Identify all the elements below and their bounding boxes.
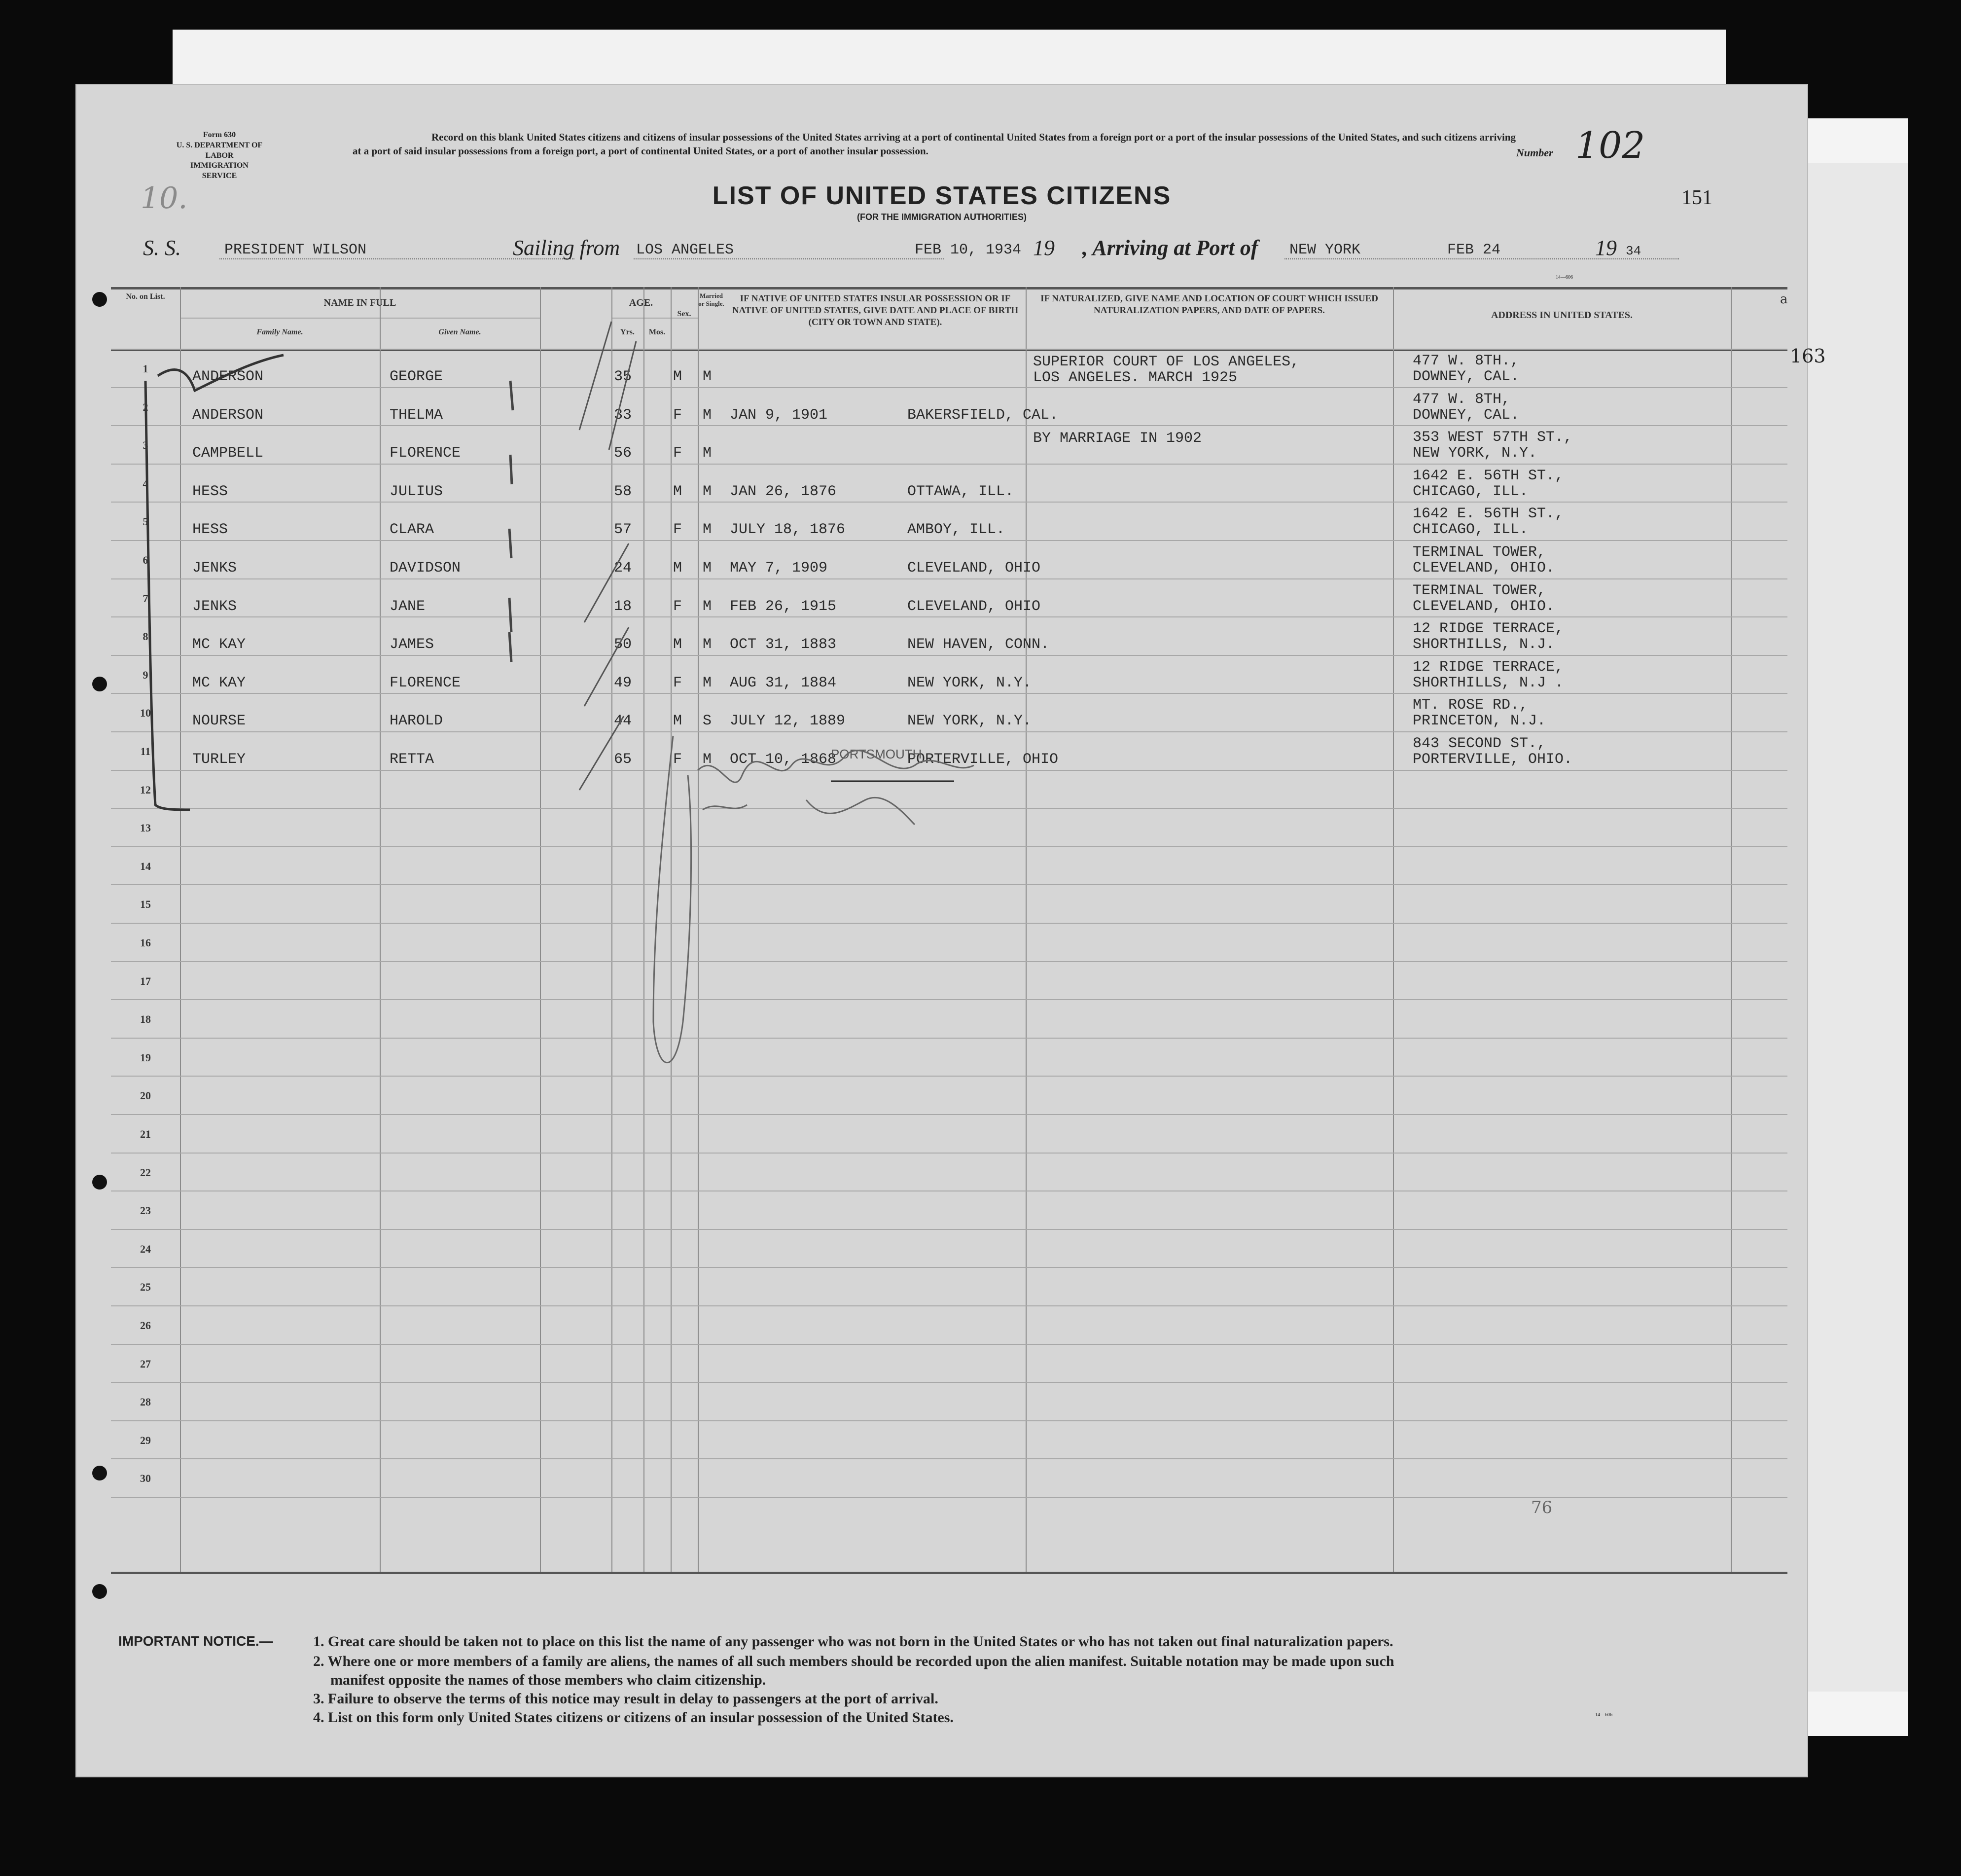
notice-item-4: 4. List on this form only United States citizens or citizens of an insular possession of the United States. bbox=[313, 1709, 954, 1726]
cell-ms: M bbox=[703, 751, 712, 768]
cell-birth-place: CLEVELAND, OHIO bbox=[907, 598, 1041, 615]
col-header-mos: Mos. bbox=[648, 328, 666, 336]
print-code-bottom: 14—606 bbox=[1595, 1712, 1612, 1718]
cell-ms: M bbox=[703, 368, 712, 385]
cell-birth-date: JULY 18, 1876 bbox=[730, 521, 846, 539]
col-header-name-in-full: NAME IN FULL bbox=[323, 297, 396, 308]
empty-row-number: 16 bbox=[140, 937, 151, 949]
cell-age: 49 bbox=[614, 674, 632, 691]
arrival-date: FEB 24 bbox=[1447, 242, 1501, 258]
cell-age: 33 bbox=[614, 406, 632, 424]
cell-sex: F bbox=[673, 751, 682, 768]
row-number: 3 bbox=[143, 439, 148, 452]
cell-birth-date: MAY 7, 1909 bbox=[730, 560, 828, 577]
cell-ms: M bbox=[703, 598, 712, 615]
empty-row-number: 20 bbox=[140, 1089, 151, 1102]
row-number: 10 bbox=[140, 707, 151, 720]
empty-row-number: 29 bbox=[140, 1434, 151, 1446]
cell-given: HAROLD bbox=[390, 713, 443, 730]
cell-nat1: BY MARRIAGE IN 1902 bbox=[1033, 430, 1202, 447]
cell-given: GEORGE bbox=[390, 368, 443, 385]
empty-row-number: 28 bbox=[140, 1396, 151, 1408]
empty-row-number: 17 bbox=[140, 974, 151, 987]
cell-given: DAVIDSON bbox=[390, 560, 461, 577]
cell-birth-place: BAKERSFIELD, CAL. bbox=[907, 406, 1059, 424]
empty-row-number: 25 bbox=[140, 1281, 151, 1294]
row-number: 9 bbox=[143, 668, 148, 681]
col-header-yrs: Yrs. bbox=[620, 328, 635, 336]
cell-addr1: TERMINAL TOWER, bbox=[1413, 544, 1546, 561]
cell-nat1: SUPERIOR COURT OF LOS ANGELES, bbox=[1033, 354, 1300, 370]
empty-row-number: 21 bbox=[140, 1128, 151, 1140]
cell-age: 18 bbox=[614, 598, 632, 615]
margin-note-right-num: 163 bbox=[1790, 345, 1826, 367]
col-header-naturalized: IF NATURALIZED, GIVE NAME AND LOCATION OF COURT WHICH ISSUED NATURALIZATION PAPERS, AND DATE OF PAPERS. bbox=[1040, 293, 1378, 316]
sail-year-prefix: 19 bbox=[1033, 236, 1055, 260]
arrival-port: NEW YORK bbox=[1289, 242, 1361, 258]
ship-name: PRESIDENT WILSON bbox=[224, 242, 367, 258]
cell-sex: M bbox=[673, 368, 682, 385]
cell-given: FLORENCE bbox=[390, 674, 461, 691]
cell-sex: F bbox=[673, 598, 682, 615]
cell-sex: M bbox=[673, 636, 682, 653]
empty-row-number: 27 bbox=[140, 1357, 151, 1370]
cell-family: JENKS bbox=[192, 598, 237, 615]
cell-family: HESS bbox=[192, 483, 228, 500]
cell-age: 35 bbox=[614, 368, 632, 385]
cell-age: 57 bbox=[614, 521, 632, 539]
inspector-signature bbox=[653, 736, 974, 1063]
cell-birth-place: NEW YORK, N.Y. bbox=[907, 674, 1032, 691]
cell-addr1: MT. ROSE RD., bbox=[1413, 697, 1529, 714]
cell-ms: M bbox=[703, 674, 712, 691]
department: U. S. DEPARTMENT OF LABOR bbox=[176, 141, 263, 160]
page-subtitle: (FOR THE IMMIGRATION AUTHORITIES) bbox=[857, 212, 1027, 222]
cell-family: MC KAY bbox=[192, 636, 246, 653]
number-value: 102 bbox=[1575, 124, 1645, 167]
row-number: 6 bbox=[143, 554, 148, 566]
number-label: Number bbox=[1516, 146, 1553, 159]
col-header-address: ADDRESS IN UNITED STATES. bbox=[1491, 310, 1633, 321]
manifest-sheet bbox=[76, 85, 1807, 1776]
cell-family: ANDERSON bbox=[192, 406, 264, 424]
correction-note: PORTSMOUTH bbox=[831, 747, 922, 761]
sail-date: FEB 10, 1934 bbox=[915, 242, 1022, 258]
cell-addr1: 1642 E. 56TH ST., bbox=[1413, 505, 1564, 523]
empty-row-number: 22 bbox=[140, 1166, 151, 1179]
row-number: 8 bbox=[143, 630, 148, 643]
cell-family: HESS bbox=[192, 521, 228, 539]
cell-ms: M bbox=[703, 636, 712, 653]
empty-row-number: 19 bbox=[140, 1051, 151, 1064]
footer-number: 76 bbox=[1531, 1498, 1553, 1517]
cell-addr1: 477 W. 8TH, bbox=[1413, 391, 1511, 408]
cell-addr1: 843 SECOND ST., bbox=[1413, 735, 1546, 752]
cell-sex: M bbox=[673, 483, 682, 500]
cell-birth-date: OCT 31, 1883 bbox=[730, 636, 837, 653]
empty-row-number: 12 bbox=[140, 783, 151, 796]
service: IMMIGRATION SERVICE bbox=[190, 161, 249, 180]
cell-sex: F bbox=[673, 521, 682, 539]
bracket-mark bbox=[145, 355, 284, 810]
cell-ms: M bbox=[703, 445, 712, 462]
empty-row-number: 18 bbox=[140, 1013, 151, 1026]
empty-row-number: 23 bbox=[140, 1204, 151, 1217]
empty-row-number: 15 bbox=[140, 898, 151, 911]
margin-note-left: 10. bbox=[141, 181, 188, 216]
cell-addr2: PORTERVILLE, OHIO. bbox=[1413, 751, 1573, 768]
cell-given: JAMES bbox=[390, 636, 434, 653]
cell-given: THELMA bbox=[390, 406, 443, 424]
col-header-no: No. on List. bbox=[126, 292, 165, 301]
tick-marks bbox=[509, 381, 513, 662]
page-title: LIST OF UNITED STATES CITIZENS bbox=[712, 181, 1172, 210]
notice-item-2: 2. Where one or more members of a family are aliens, the names of all such members should be recorded upon the alien manifest. Suitable notation may be made upon such bbox=[313, 1653, 1394, 1669]
cell-sex: F bbox=[673, 406, 682, 424]
cell-birth-place: OTTAWA, ILL. bbox=[907, 483, 1014, 500]
cell-birth-date: FEB 26, 1915 bbox=[730, 598, 837, 615]
cell-addr2: PRINCETON, N.J. bbox=[1413, 713, 1546, 730]
cell-birth-place: NEW YORK, N.Y. bbox=[907, 713, 1032, 730]
cell-addr1: 353 WEST 57TH ST., bbox=[1413, 429, 1573, 446]
cell-age: 44 bbox=[614, 713, 632, 730]
cell-addr1: 12 RIDGE TERRACE, bbox=[1413, 658, 1564, 676]
row-number: 2 bbox=[143, 400, 148, 413]
row-number: 11 bbox=[140, 745, 151, 758]
ss-label: S. S. bbox=[143, 236, 181, 260]
cell-addr1: 12 RIDGE TERRACE, bbox=[1413, 620, 1564, 638]
cell-given: JULIUS bbox=[390, 483, 443, 500]
cell-age: 56 bbox=[614, 445, 632, 462]
col-header-family: Family Name. bbox=[256, 328, 303, 336]
cell-addr2: CLEVELAND, OHIO. bbox=[1413, 560, 1555, 577]
row-number: 4 bbox=[143, 477, 148, 490]
cell-ms: M bbox=[703, 483, 712, 500]
cell-given: CLARA bbox=[390, 521, 434, 539]
cell-ms: M bbox=[703, 560, 712, 577]
cell-family: MC KAY bbox=[192, 674, 246, 691]
sailing-from-label: Sailing from bbox=[513, 236, 620, 260]
margin-note-right-a: a bbox=[1780, 292, 1788, 307]
check-strokes bbox=[579, 322, 636, 790]
sailing-from: LOS ANGELES bbox=[636, 242, 734, 258]
empty-row-number: 24 bbox=[140, 1242, 151, 1255]
cell-sex: F bbox=[673, 445, 682, 462]
col-header-age: AGE. bbox=[629, 297, 653, 308]
cell-addr2: SHORTHILLS, N.J. bbox=[1413, 636, 1555, 653]
cell-addr2: NEW YORK, N.Y. bbox=[1413, 445, 1537, 462]
cell-given: JANE bbox=[390, 598, 426, 615]
print-code-top: 14—606 bbox=[1556, 275, 1573, 280]
cell-birth-place: NEW HAVEN, CONN. bbox=[907, 636, 1050, 653]
empty-row-number: 14 bbox=[140, 860, 151, 872]
cell-nat2: LOS ANGELES. MARCH 1925 bbox=[1033, 369, 1238, 386]
form-instructions: Record on this blank United States citizens and citizens of insular possessions of the United States arriving at a port of continental United States from a foreign port or a port of the insular possessions of the United States, and such citizens arriving at a port of said insular possessions from a foreign port, a port of continental United States, or a port of another insular possession. bbox=[353, 131, 1516, 157]
cell-sex: M bbox=[673, 713, 682, 730]
notice-item-2-cont: manifest opposite the names of those members who claim citizenship. bbox=[330, 1672, 766, 1688]
cell-given: RETTA bbox=[390, 751, 434, 768]
arrival-year: 34 bbox=[1626, 244, 1641, 258]
cell-ms: M bbox=[703, 521, 712, 539]
cell-addr2: CHICAGO, ILL. bbox=[1413, 483, 1529, 500]
form-number: Form 630 bbox=[203, 131, 236, 139]
cell-birth-date: AUG 31, 1884 bbox=[730, 674, 837, 691]
cell-addr2: CLEVELAND, OHIO. bbox=[1413, 598, 1555, 615]
cell-age: 58 bbox=[614, 483, 632, 500]
empty-row-number: 30 bbox=[140, 1472, 151, 1485]
cell-birth-place: CLEVELAND, OHIO bbox=[907, 560, 1041, 577]
cell-age: 50 bbox=[614, 636, 632, 653]
cell-addr1: TERMINAL TOWER, bbox=[1413, 582, 1546, 599]
cell-birth-date: JAN 9, 1901 bbox=[730, 406, 828, 424]
col-header-given: Given Name. bbox=[438, 328, 481, 336]
cell-addr1: 477 W. 8TH., bbox=[1413, 353, 1520, 369]
cell-ms: S bbox=[703, 713, 712, 730]
col-header-native: IF NATIVE OF UNITED STATES INSULAR POSSESSION OR IF NATIVE OF UNITED STATES, GIVE DATE AND PLACE OF BIRTH (CITY OR TOWN AND STATE). bbox=[732, 293, 1019, 327]
row-number: 5 bbox=[143, 515, 148, 528]
arrival-year-prefix: 19 bbox=[1595, 236, 1617, 260]
notice-item-3: 3. Failure to observe the terms of this notice may result in delay to passengers at the port of arrival. bbox=[313, 1691, 938, 1707]
cell-ms: M bbox=[703, 406, 712, 424]
cell-birth-date: JAN 26, 1876 bbox=[730, 483, 837, 500]
notice-item-1: 1. Great care should be taken not to place on this list the name of any passenger who was not born in the United States or who has not taken out final naturalization papers. bbox=[313, 1633, 1393, 1650]
cell-given: FLORENCE bbox=[390, 445, 461, 462]
cell-birth-place: PORTERVILLE, OHIO bbox=[907, 751, 1059, 768]
page-number: 151 bbox=[1681, 186, 1712, 209]
cell-family: JENKS bbox=[192, 560, 237, 577]
cell-family: TURLEY bbox=[192, 751, 246, 768]
cell-addr2: CHICAGO, ILL. bbox=[1413, 521, 1529, 539]
notice-heading: IMPORTANT NOTICE.— bbox=[118, 1633, 273, 1649]
cell-addr2: SHORTHILLS, N.J . bbox=[1413, 674, 1564, 691]
cell-family: NOURSE bbox=[192, 713, 246, 730]
handwritten-marks bbox=[76, 85, 1807, 1776]
cell-age: 24 bbox=[614, 560, 632, 577]
col-header-married: Married or Single. bbox=[698, 292, 724, 308]
cell-sex: F bbox=[673, 674, 682, 691]
cell-birth-date: JULY 12, 1889 bbox=[730, 713, 846, 730]
row-number: 1 bbox=[143, 362, 148, 375]
cell-addr1: 1642 E. 56TH ST., bbox=[1413, 467, 1564, 484]
col-header-sex: Sex. bbox=[677, 310, 691, 318]
empty-row-number: 26 bbox=[140, 1319, 151, 1332]
cell-sex: M bbox=[673, 560, 682, 577]
cell-family: CAMPBELL bbox=[192, 445, 264, 462]
cell-age: 65 bbox=[614, 751, 632, 768]
cell-birth-place: AMBOY, ILL. bbox=[907, 521, 1005, 539]
arriving-label: , Arriving at Port of bbox=[1082, 236, 1258, 260]
empty-row-number: 13 bbox=[140, 822, 151, 834]
row-number: 7 bbox=[143, 592, 148, 605]
cell-addr2: DOWNEY, CAL. bbox=[1413, 368, 1520, 385]
cell-addr2: DOWNEY, CAL. bbox=[1413, 406, 1520, 424]
cell-birth-date: OCT 10, 1868 bbox=[730, 751, 837, 768]
cell-family: ANDERSON bbox=[192, 368, 264, 385]
